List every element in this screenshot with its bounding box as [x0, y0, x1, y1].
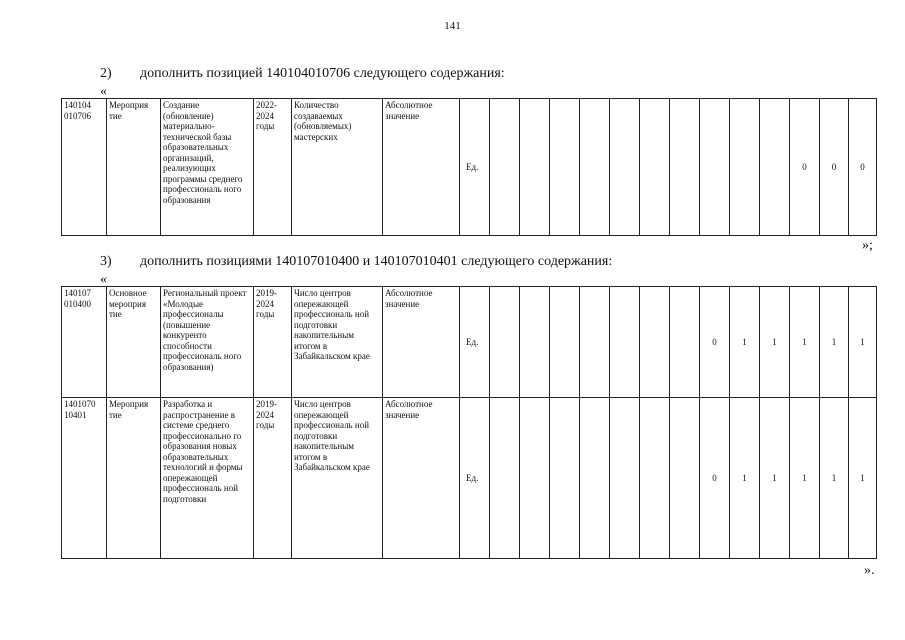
- table-section-2: [61, 98, 877, 236]
- years-cell: 2019-2024 годы: [254, 398, 292, 559]
- value-type-cell: Абсолютное значение: [383, 398, 460, 559]
- section-number: 2): [100, 66, 112, 81]
- value-cell: [520, 99, 550, 236]
- code-cell: 140104 010706: [62, 99, 107, 236]
- indicator-cell: Число центров опережающей профессиональ ной подготовки накопительным итогом в Забайкальском крае: [292, 398, 383, 559]
- unit-cell: Ед.: [460, 287, 490, 398]
- value-cell: [760, 99, 790, 236]
- section-heading-2: [100, 66, 505, 82]
- indicator-cell: Число центров опережающей профессиональ ной подготовки накопительным итогом в Забайкальском крае: [292, 287, 383, 398]
- value-cell: 1: [790, 398, 820, 559]
- years-cell: 2022-2024 годы: [254, 99, 292, 236]
- value-cell: 0: [700, 287, 730, 398]
- value-cell: 1: [790, 287, 820, 398]
- value-cell: 0: [700, 398, 730, 559]
- value-cell: [580, 398, 610, 559]
- type-cell: Мероприя тие: [107, 398, 161, 559]
- value-type-cell: Абсолютное значение: [383, 287, 460, 398]
- value-cell: 1: [820, 287, 849, 398]
- value-cell: 1: [849, 398, 877, 559]
- value-cell: 1: [760, 398, 790, 559]
- indicator-cell: Количество создаваемых (обновляемых) мастерских: [292, 99, 383, 236]
- value-cell: [670, 398, 700, 559]
- open-quote: «: [100, 272, 107, 287]
- value-cell: 1: [820, 398, 849, 559]
- value-cell: [580, 287, 610, 398]
- value-cell: [670, 287, 700, 398]
- table-row: [62, 99, 877, 236]
- table-row: [62, 398, 877, 559]
- unit-cell: Ед.: [460, 99, 490, 236]
- value-cell: 0: [849, 99, 877, 236]
- section-heading-3: [100, 254, 612, 270]
- value-cell: [580, 99, 610, 236]
- value-cell: [520, 287, 550, 398]
- years-cell: 2019-2024 годы: [254, 287, 292, 398]
- value-cell: 1: [730, 398, 760, 559]
- type-cell: Мероприя тие: [107, 99, 161, 236]
- value-cell: [610, 287, 640, 398]
- open-quote: «: [100, 84, 107, 99]
- value-cell: [610, 398, 640, 559]
- type-cell: Основное мероприя тие: [107, 287, 161, 398]
- value-cell: [550, 398, 580, 559]
- value-cell: [490, 99, 520, 236]
- value-type-cell: Абсолютное значение: [383, 99, 460, 236]
- unit-cell: Ед.: [460, 398, 490, 559]
- section-text: дополнить позицией 140104010706 следующего содержания:: [140, 66, 505, 81]
- close-quote: ».: [864, 563, 875, 578]
- value-cell: [640, 287, 670, 398]
- value-cell: 1: [760, 287, 790, 398]
- value-cell: [520, 398, 550, 559]
- close-quote: »;: [862, 238, 873, 253]
- name-cell: Разработка и распространение в системе среднего профессионально го образования новых образовательных технологий и формы опережающей профессиональ ной подготовки: [161, 398, 254, 559]
- table-section-3: [61, 286, 877, 559]
- value-cell: 0: [790, 99, 820, 236]
- value-cell: [490, 287, 520, 398]
- value-cell: [730, 99, 760, 236]
- value-cell: [610, 99, 640, 236]
- name-cell: Региональный проект «Молодые профессионалы (повышение конкуренто способности профессиональ ного образования): [161, 287, 254, 398]
- value-cell: [700, 99, 730, 236]
- name-cell: Создание (обновление) материально-технической базы образовательных организаций, реализующих программы среднего профессиональ ного образования: [161, 99, 254, 236]
- code-cell: 1401070 10401: [62, 398, 107, 559]
- page-number: 141: [444, 20, 461, 32]
- section-number: 3): [100, 254, 112, 269]
- value-cell: [640, 398, 670, 559]
- value-cell: [640, 99, 670, 236]
- value-cell: [670, 99, 700, 236]
- value-cell: 0: [820, 99, 849, 236]
- value-cell: [550, 99, 580, 236]
- value-cell: 1: [849, 287, 877, 398]
- value-cell: [490, 398, 520, 559]
- code-cell: 140107 010400: [62, 287, 107, 398]
- table-row: [62, 287, 877, 398]
- value-cell: [550, 287, 580, 398]
- value-cell: 1: [730, 287, 760, 398]
- section-text: дополнить позициями 140107010400 и 140107010401 следующего содержания:: [140, 254, 613, 269]
